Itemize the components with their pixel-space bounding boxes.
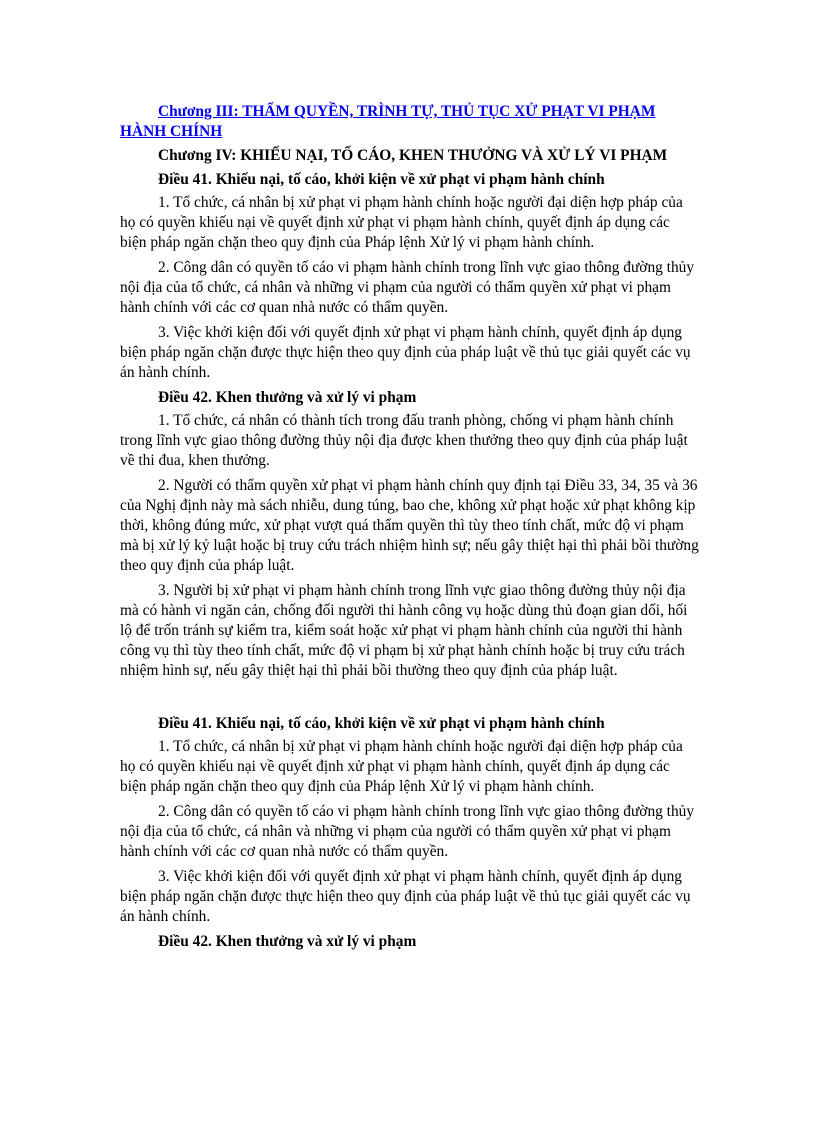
- document-page: [120, 98, 700, 955]
- article-41-paragraph-1: 1. Tổ chức, cá nhân bị xử phạt vi phạm hành chính hoặc người đại diện hợp pháp của họ có quyền khiếu nại về quyết định xử phạt vi phạm hành chính, quyết định áp dụng các biện pháp ngăn chặn theo quy định của Pháp lệnh Xử lý vi phạm hành chính.: [120, 194, 683, 251]
- article-42-paragraph-2: 2. Người có thẩm quyền xử phạt vi phạm hành chính quy định tại Điều 33, 34, 35 và 36 của Nghị định này mà sách nhiễu, dung túng, bao che, không xử phạt hoặc xử phạt không kịp thời, không đúng mức, xử phạt vượt quá thẩm quyền thì tùy theo tính chất, mức độ vi phạm mà bị xử lý kỷ luật hoặc bị truy cứu trách nhiệm hình sự; nếu gây thiệt hại thì phải bồi thường theo quy định của pháp luật.: [120, 477, 699, 574]
- article-41-title: Điều 41. Khiếu nại, tố cáo, khởi kiện về xử phạt vi phạm hành chính: [158, 171, 605, 188]
- chapter-4-heading: Chương IV: KHIẾU NẠI, TỐ CÁO, KHEN THƯỞNG VÀ XỬ LÝ VI PHẠM: [158, 147, 668, 164]
- article-41-paragraph-2: 2. Công dân có quyền tố cáo vi phạm hành chính trong lĩnh vực giao thông đường thủy nội địa của tổ chức, cá nhân và những vi phạm của người có thẩm quyền xử phạt vi phạm hành chính với các cơ quan nhà nước có thẩm quyền.: [120, 259, 695, 316]
- article-41-title-repeat: Điều 41. Khiếu nại, tố cáo, khởi kiện về xử phạt vi phạm hành chính: [158, 715, 605, 732]
- article-41-paragraph-3: 3. Việc khởi kiện đối với quyết định xử phạt vi phạm hành chính, quyết định áp dụng biện pháp ngăn chặn được thực hiện theo quy định của pháp luật về thủ tục giải quyết các vụ án hành chính.: [120, 324, 691, 381]
- article-42-title-repeat: Điều 42. Khen thưởng và xử lý vi phạm: [158, 933, 417, 950]
- article-42-paragraph-1: 1. Tổ chức, cá nhân có thành tích trong đấu tranh phòng, chống vi phạm hành chính trong lĩnh vực giao thông đường thủy nội địa được khen thưởng theo quy định của pháp luật về thi đua, khen thưởng.: [120, 412, 688, 469]
- article-41-paragraph-3-repeat: 3. Việc khởi kiện đối với quyết định xử phạt vi phạm hành chính, quyết định áp dụng biện pháp ngăn chặn được thực hiện theo quy định của pháp luật về thủ tục giải quyết các vụ án hành chính.: [120, 868, 691, 925]
- section-spacer: [120, 686, 700, 712]
- article-41-paragraph-2-repeat: 2. Công dân có quyền tố cáo vi phạm hành chính trong lĩnh vực giao thông đường thủy nội địa của tổ chức, cá nhân và những vi phạm của người có thẩm quyền xử phạt vi phạm hành chính với các cơ quan nhà nước có thẩm quyền.: [120, 803, 695, 860]
- chapter-3-link[interactable]: Chương III: THẨM QUYỀN, TRÌNH TỰ, THỦ TỤC XỬ PHẠT VI PHẠM HÀNH CHÍNH: [120, 103, 656, 140]
- article-42-paragraph-3: 3. Người bị xử phạt vi phạm hành chính trong lĩnh vực giao thông đường thủy nội địa mà có hành vi ngăn cản, chống đối người thi hành công vụ hoặc dùng thủ đoạn gian dối, hối lộ để trốn tránh sự kiểm tra, kiểm soát hoặc xử phạt vi phạm hành chính của người thi hành công vụ thì tùy theo tính chất, mức độ vi phạm bị xử phạt hành chính hoặc bị truy cứu trách nhiệm hình sự, nếu gây thiệt hại thì phải bồi thường theo quy định của pháp luật.: [120, 582, 688, 679]
- chapter-3-heading: [120, 102, 700, 142]
- article-42-title: Điều 42. Khen thưởng và xử lý vi phạm: [158, 389, 417, 406]
- article-41-paragraph-1-repeat: 1. Tổ chức, cá nhân bị xử phạt vi phạm hành chính hoặc người đại diện hợp pháp của họ có quyền khiếu nại về quyết định xử phạt vi phạm hành chính, quyết định áp dụng các biện pháp ngăn chặn theo quy định của Pháp lệnh Xử lý vi phạm hành chính.: [120, 738, 683, 795]
